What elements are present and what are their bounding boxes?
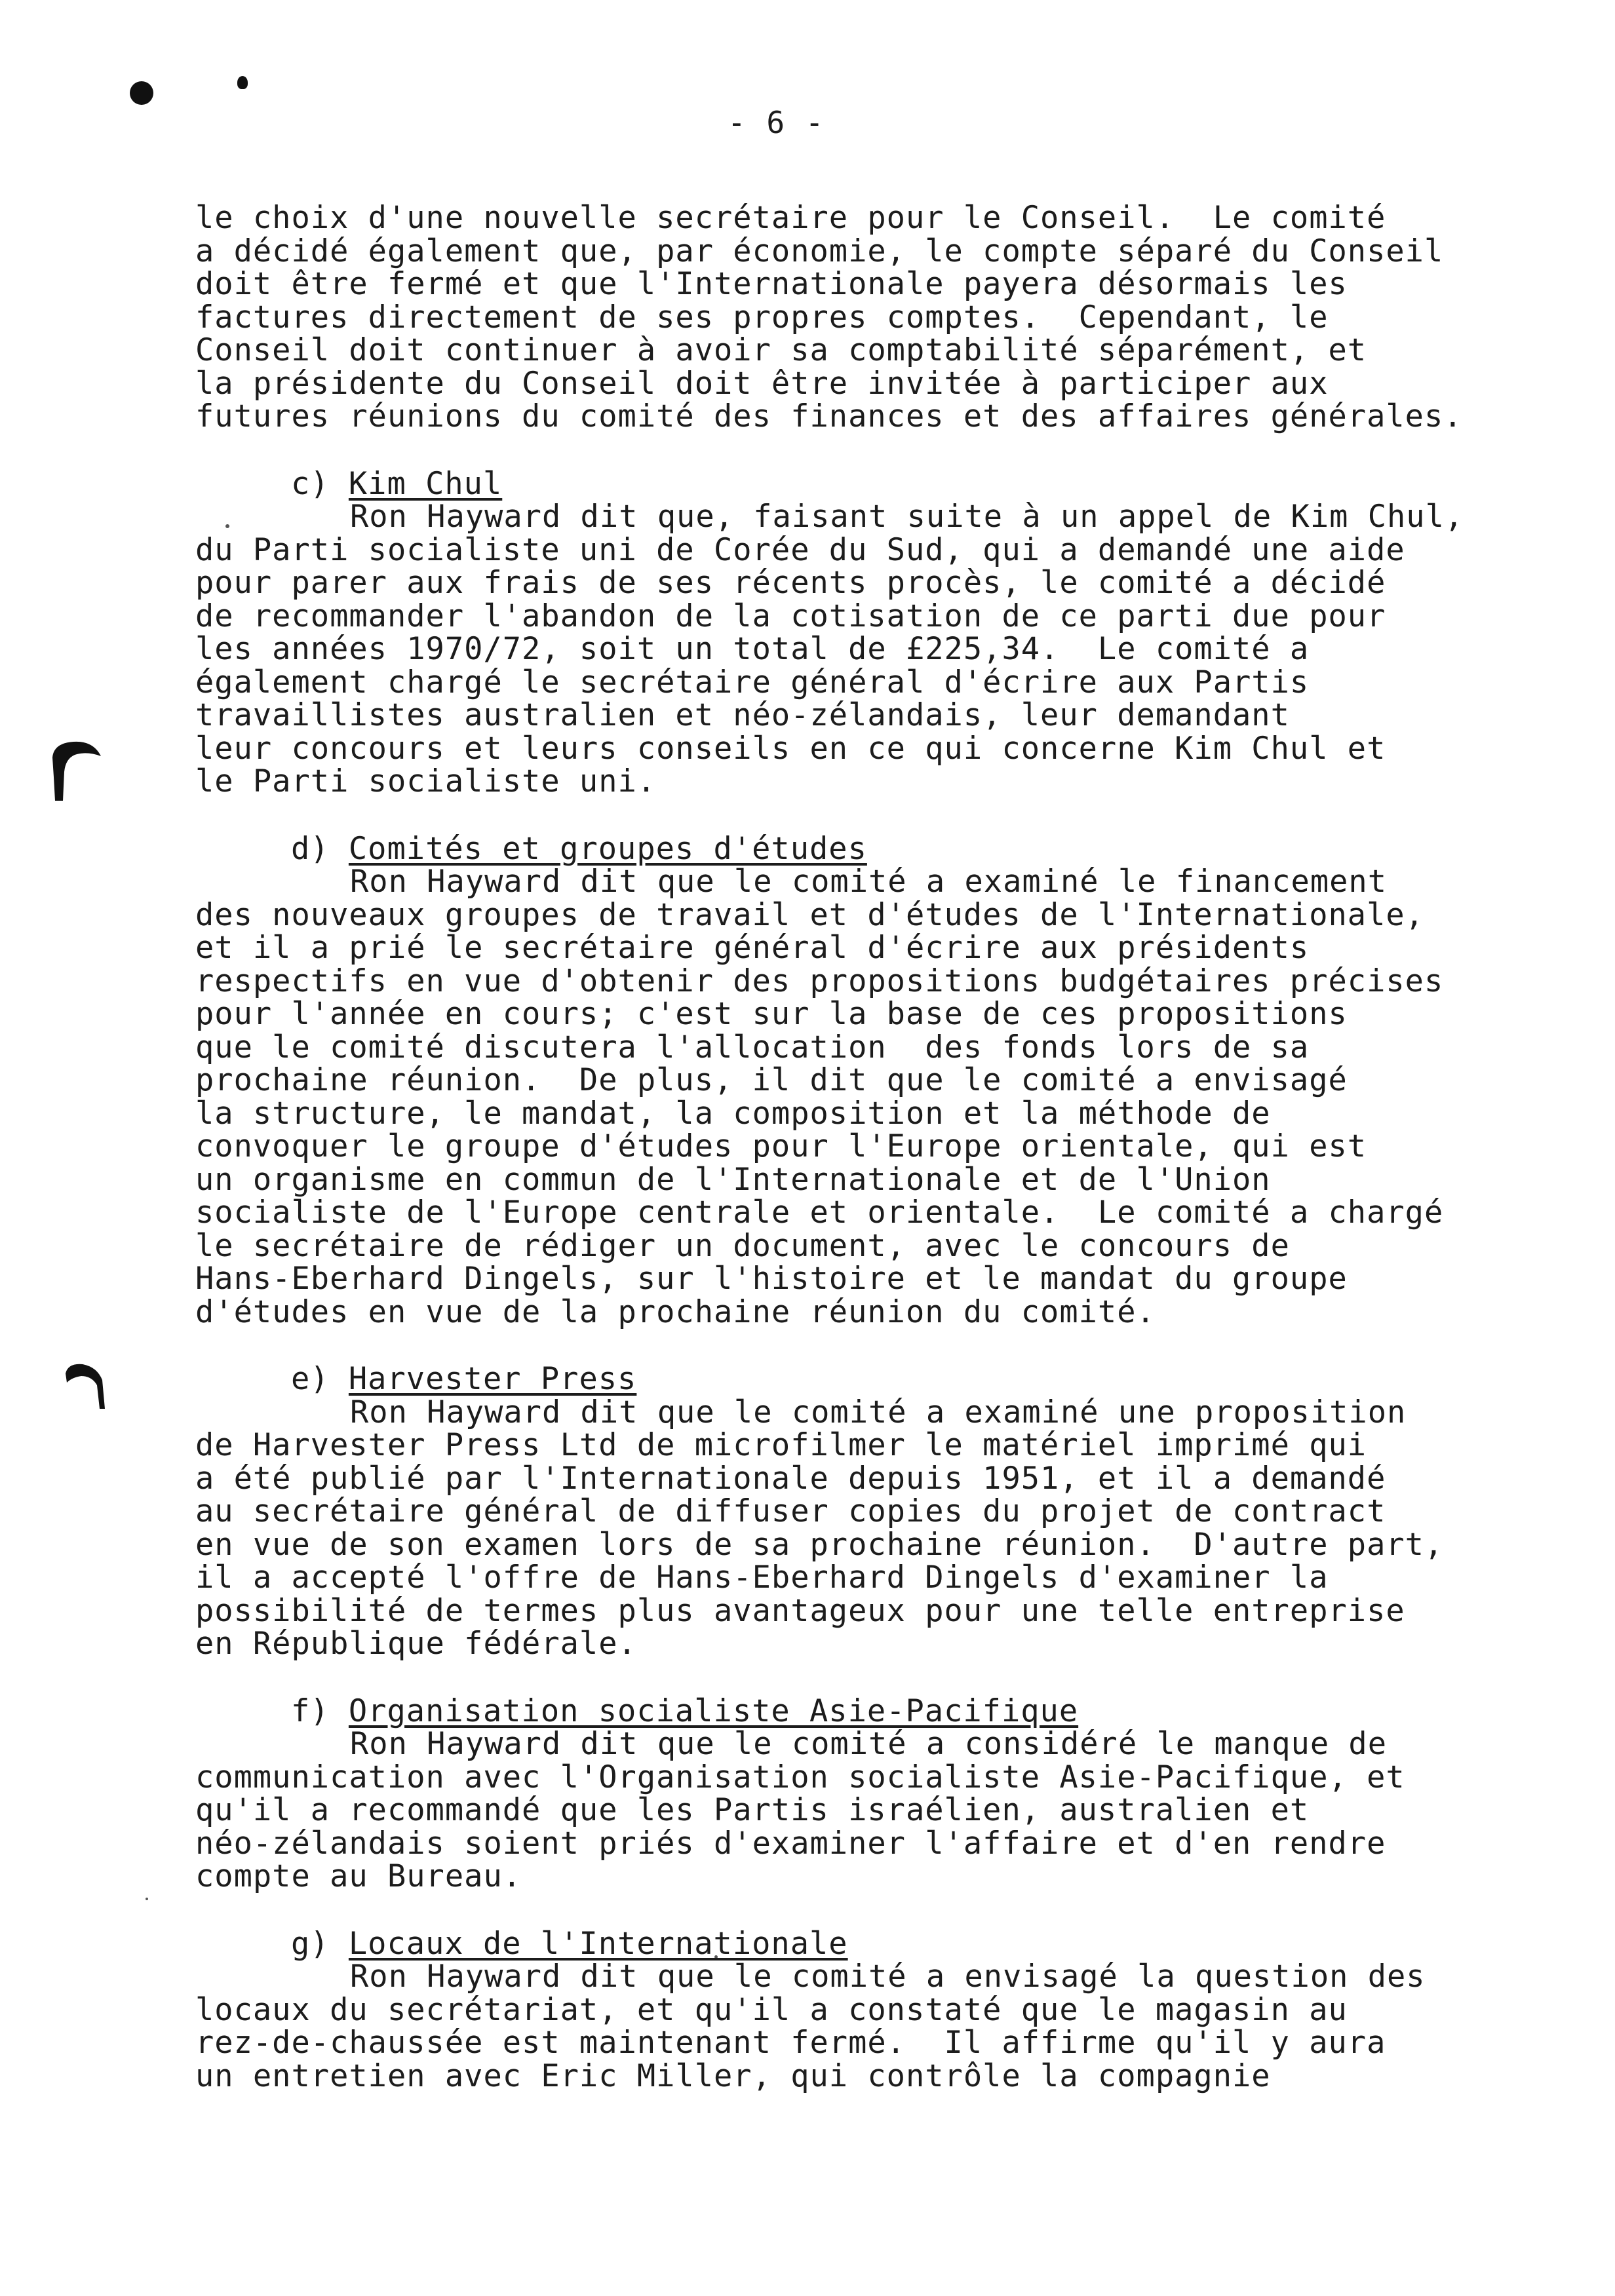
punch-hole-mark [237, 76, 248, 89]
text-line: pour l'année en cours; c'est sur la base de ces propositions [195, 996, 1348, 1032]
section-heading [195, 1925, 1480, 1962]
text-line: a été publié par l'Internationale depuis 1951, et il a demandé [195, 1460, 1386, 1497]
text-line: il a accepté l'offre de Hans-Eberhard Dingels d'examiner la [195, 1559, 1329, 1596]
section-letter: g) [291, 1925, 330, 1962]
text-line: de Harvester Press Ltd de microfilmer le matériel imprimé qui [195, 1427, 1367, 1463]
text-line: en vue de son examen lors de sa prochaine réunion. D'autre part, [195, 1526, 1444, 1563]
text-line: Hans-Eberhard Dingels, sur l'histoire et le mandat du groupe [195, 1261, 1348, 1297]
text-line: socialiste de l'Europe centrale et orientale. Le comité a chargé [195, 1195, 1444, 1231]
section-letter: d) [291, 830, 330, 867]
text-line: que le comité discutera l'allocation des fonds lors de sa [195, 1029, 1310, 1065]
intro-paragraph [195, 202, 1480, 434]
text-line: également chargé le secrétaire général d'écrire aux Partis [195, 664, 1310, 700]
punch-hole-mark [130, 81, 153, 105]
text-line: en République fédérale. [195, 1626, 637, 1662]
section-heading [195, 1695, 1480, 1729]
text-line: futures réunions du comité des finances et des affaires générales. [195, 398, 1463, 434]
section-heading [195, 1363, 1480, 1396]
text-line: le Parti socialiste uni. [195, 763, 657, 799]
section-d [195, 830, 1480, 1330]
page-number: - 6 - [728, 105, 825, 140]
text-line: Ron Hayward dit que, faisant suite à un appel de Kim Chul, [350, 499, 1464, 535]
section-g [195, 1925, 1480, 2094]
text-line: doit être fermé et que l'Internationale payera désormais les [195, 266, 1348, 302]
text-line: la structure, le mandat, la composition et la méthode de [195, 1095, 1271, 1132]
staple-mark [63, 1360, 109, 1413]
document-body [195, 202, 1480, 2093]
section-title: Organisation socialiste Asie-Pacifique [348, 1693, 1079, 1729]
text-line: convoquer le groupe d'études pour l'Europe orientale, qui est [195, 1128, 1367, 1164]
text-line: leur concours et leurs conseils en ce qui concerne Kim Chul et [195, 730, 1386, 767]
text-line: a décidé également que, par économie, le compte séparé du Conseil [195, 233, 1444, 269]
text-line: compte au Bureau. [195, 1858, 522, 1894]
section-letter: c) [291, 465, 330, 502]
text-line: au secrétaire général de diffuser copies du projet de contract [195, 1493, 1386, 1529]
text-line: des nouveaux groupes de travail et d'études de l'Internationale, [195, 896, 1424, 933]
section-title: Locaux de l'Internationale [348, 1925, 848, 1962]
text-line: néo-zélandais soient priés d'examiner l'affaire et d'en rendre [195, 1825, 1386, 1862]
text-line: pour parer aux frais de ses récents procès, le comité a décidé [195, 565, 1386, 601]
text-line: communication avec l'Organisation socialiste Asie-Pacifique, et [195, 1759, 1405, 1795]
text-line: la présidente du Conseil doit être invitée à participer aux [195, 365, 1329, 402]
text-line: possibilité de termes plus avantageux pour une telle entreprise [195, 1592, 1405, 1629]
text-line: les années 1970/72, soit un total de £225,34. Le comité a [195, 631, 1310, 667]
text-line: rez-de-chaussée est maintenant fermé. Il affirme qu'il y aura [195, 2025, 1386, 2061]
text-line: et il a prié le secrétaire général d'écrire aux présidents [195, 930, 1310, 966]
section-heading [195, 465, 1480, 502]
section-letter: e) [291, 1361, 330, 1397]
text-line: Ron Hayward dit que le comité a considéré le manque de [350, 1726, 1388, 1762]
text-line: de recommander l'abandon de la cotisation de ce parti due pour [195, 598, 1386, 634]
text-line: Ron Hayward dit que le comité a envisagé la question des [350, 1959, 1426, 1995]
section-heading [195, 830, 1480, 867]
section-letter: f) [291, 1693, 330, 1729]
text-line: d'études en vue de la prochaine réunion du comité. [195, 1293, 1156, 1330]
section-title: Comités et groupes d'études [348, 830, 867, 867]
text-line: qu'il a recommandé que les Partis israélien, australien et [195, 1792, 1310, 1828]
text-line: du Parti socialiste uni de Corée du Sud, qui a demandé une aide [195, 531, 1405, 568]
text-line: travaillistes australien et néo-zélandais, leur demandant [195, 697, 1290, 733]
text-line: locaux du secrétariat, et qu'il a constaté que le magasin au [195, 1991, 1348, 2028]
section-title: Harvester Press [348, 1361, 637, 1397]
section-f [195, 1695, 1480, 1894]
text-line: un entretien avec Eric Miller, qui contrôle la compagnie [195, 2057, 1271, 2094]
section-title: Kim Chul [348, 465, 503, 502]
text-line: respectifs en vue d'obtenir des propositions budgétaires précises [195, 963, 1444, 999]
speck-mark [146, 1898, 148, 1900]
text-line: un organisme en commun de l'Internationale et de l'Union [195, 1161, 1271, 1198]
text-line: Ron Hayward dit que le comité a examiné une proposition [350, 1394, 1407, 1430]
text-line: Ron Hayward dit que le comité a examiné le financement [350, 864, 1388, 900]
text-line: le secrétaire de rédiger un document, avec le concours de [195, 1227, 1290, 1264]
text-line: prochaine réunion. De plus, il dit que le comité a envisagé [195, 1062, 1348, 1098]
staple-mark [47, 738, 104, 803]
text-line: le choix d'une nouvelle secrétaire pour le Conseil. Le comité [195, 200, 1386, 236]
section-e [195, 1363, 1480, 1661]
text-line: factures directement de ses propres comptes. Cependant, le [195, 299, 1329, 335]
section-c [195, 465, 1480, 799]
text-line: Conseil doit continuer à avoir sa comptabilité séparément, et [195, 332, 1367, 368]
